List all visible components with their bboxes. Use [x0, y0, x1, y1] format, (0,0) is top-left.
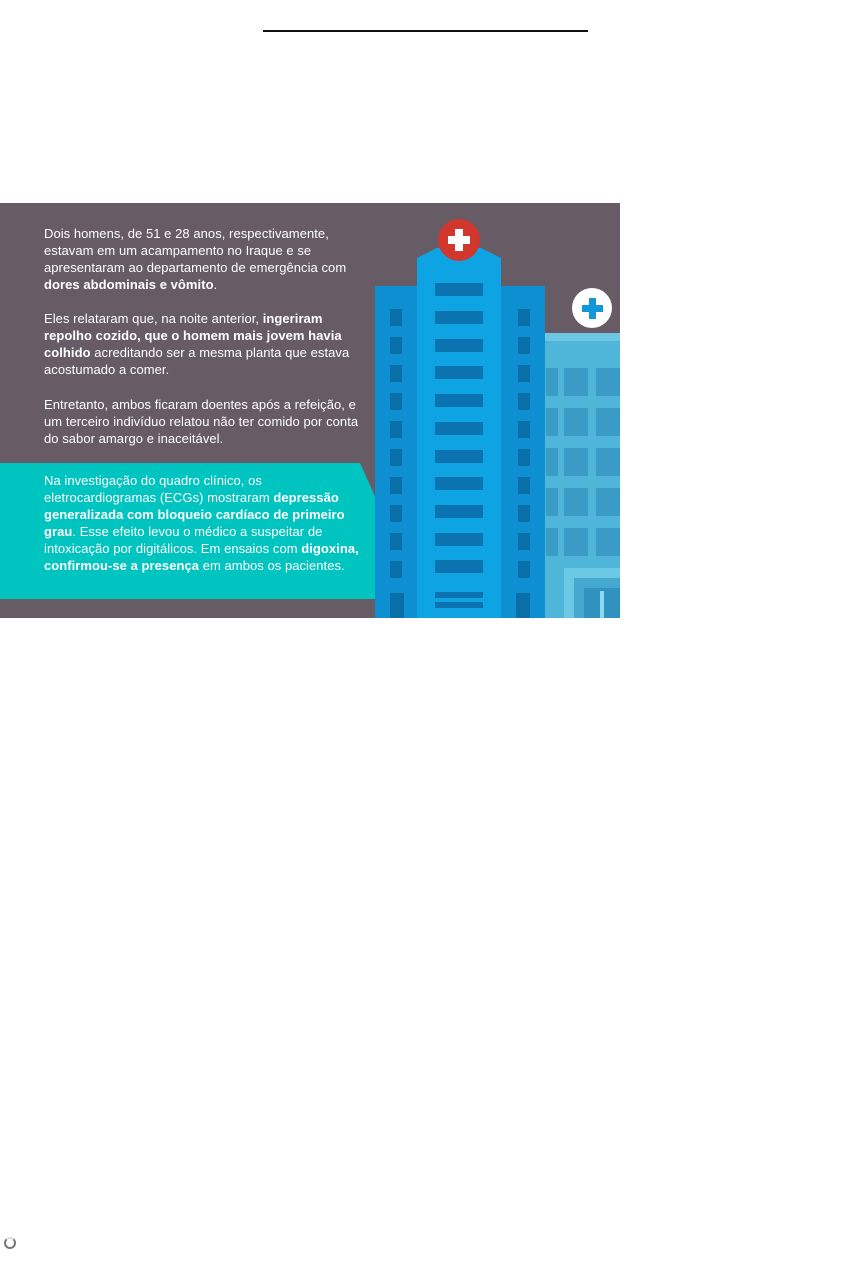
top-divider — [263, 30, 588, 32]
paragraph-4-end: em ambos os pacientes. — [199, 558, 345, 573]
main-building — [375, 248, 545, 618]
paragraph-3-text: Entretanto, ambos ficaram doentes após a refeição, e um terceiro indivíduo relatou não ter comido por conta do sabor amargo e inaceitável. — [44, 397, 359, 446]
paragraph-1-end: . — [213, 277, 218, 292]
loading-spinner-icon — [4, 1237, 16, 1249]
side-building — [544, 333, 620, 618]
paragraph-4-highlight-1: depressão generalizada com bloqueio cardíaco de primeiro grau — [44, 490, 345, 539]
case-paragraph-3 — [44, 396, 364, 447]
paragraph-2-highlight: ingeriram repolho cozido, que o homem mais jovem havia colhido — [44, 311, 342, 360]
paragraph-4-middle: . Esse efeito levou o médico a suspeitar de intoxicação por digitálicos. Em ensaios com — [44, 524, 323, 556]
paragraph-1-highlight: dores abdominais e vômito — [44, 277, 214, 292]
case-paragraph-1 — [44, 225, 364, 293]
paragraph-1-text: Dois homens, de 51 e 28 anos, respectivamente, estavam em um acampamento no Iraque e se apresentaram ao departamento de emergência com — [44, 226, 347, 275]
paragraph-2-text: Eles relataram que, na noite anterior, — [44, 311, 263, 326]
case-infographic — [0, 203, 620, 618]
paragraph-4-text: Na investigação do quadro clínico, os eletrocardiogramas (ECGs) mostraram — [44, 473, 274, 505]
paragraph-4-highlight-2: digoxina, confirmou-se a presença — [44, 541, 359, 573]
case-paragraph-2 — [44, 310, 354, 378]
case-paragraph-4 — [44, 472, 362, 574]
paragraph-2-end: acreditando ser a mesma planta que estava acostumado a comer. — [44, 345, 350, 377]
blue-cross-icon — [572, 288, 612, 328]
red-cross-icon — [438, 219, 480, 261]
